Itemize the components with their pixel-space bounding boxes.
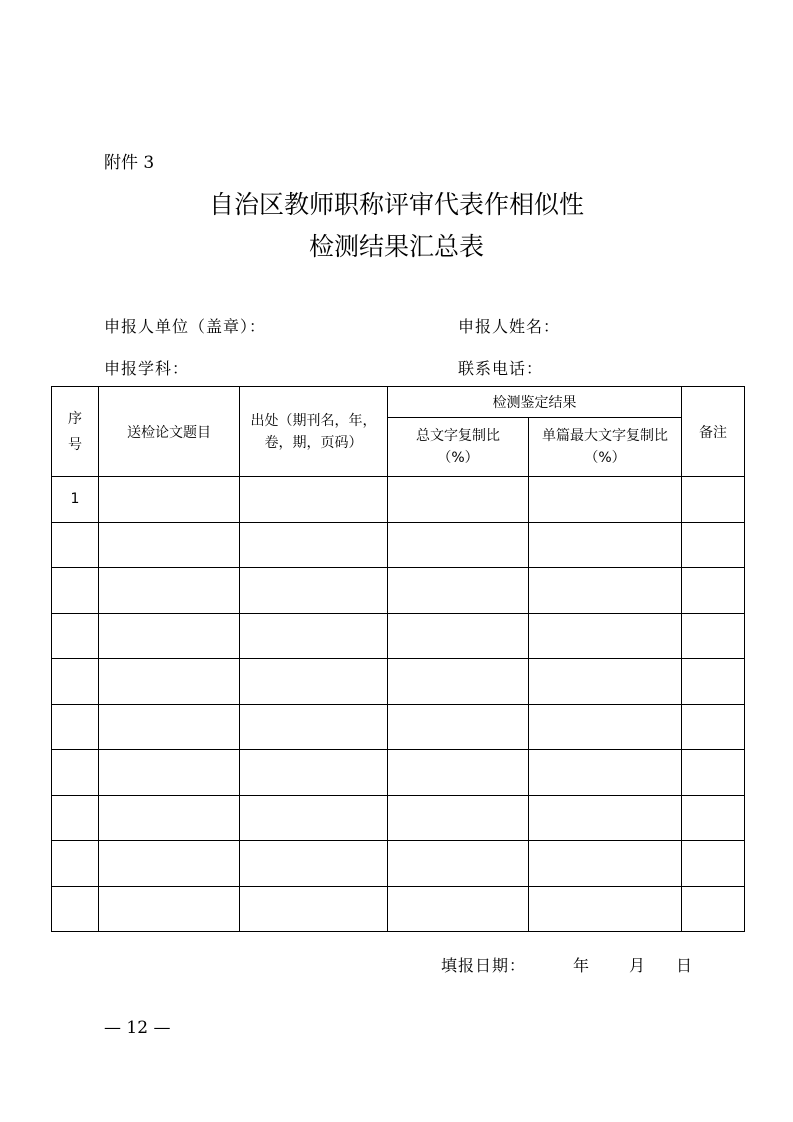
table-cell	[682, 886, 745, 932]
row-serial-number	[52, 841, 99, 887]
header-single-max-copy-ratio	[529, 418, 682, 477]
table-cell	[388, 613, 529, 659]
table-cell	[388, 841, 529, 887]
table-cell	[529, 613, 682, 659]
row-serial-number	[52, 704, 99, 750]
row-serial-number	[52, 659, 99, 705]
row-serial-number	[52, 886, 99, 932]
header-serial-number-text: 序号	[68, 410, 82, 453]
table-cell	[99, 750, 240, 796]
table-cell	[682, 568, 745, 614]
table-cell	[99, 613, 240, 659]
fill-date-day: 日	[676, 956, 693, 975]
header-detection-result: 检测鉴定结果	[388, 387, 682, 418]
header-serial-number	[52, 387, 99, 477]
table-cell	[240, 522, 388, 568]
table-row	[52, 750, 745, 796]
table-cell	[240, 886, 388, 932]
header-source-line2: 卷，期，页码）	[264, 434, 363, 451]
applicant-unit-label: 申报人单位（盖章）：	[104, 317, 267, 336]
header-total-copy-ratio	[388, 418, 529, 477]
table-cell	[99, 704, 240, 750]
table-cell	[682, 659, 745, 705]
table-cell	[682, 613, 745, 659]
table-row	[52, 477, 745, 523]
table-cell	[682, 477, 745, 523]
table-cell	[240, 841, 388, 887]
table-cell	[99, 841, 240, 887]
header-single-max-copy-ratio-line2: （%）	[584, 450, 626, 466]
table-cell	[99, 522, 240, 568]
table-cell	[99, 659, 240, 705]
header-source-line1: 出处（期刊名，年，	[250, 412, 377, 429]
fill-date-month: 月	[629, 956, 646, 975]
table-cell	[529, 795, 682, 841]
row-serial-number	[52, 613, 99, 659]
table-cell	[388, 522, 529, 568]
fill-date-year: 年	[573, 956, 590, 975]
row-serial-number: 1	[52, 477, 99, 523]
table-cell	[388, 795, 529, 841]
table-cell	[99, 795, 240, 841]
applicant-subject-label: 申报学科：	[104, 359, 190, 378]
table-cell	[240, 568, 388, 614]
table-cell	[388, 704, 529, 750]
table-cell	[682, 704, 745, 750]
table-cell	[240, 750, 388, 796]
table-row	[52, 704, 745, 750]
table-row	[52, 659, 745, 705]
header-total-copy-ratio-line2: （%）	[437, 450, 479, 466]
table-row	[52, 568, 745, 614]
table-cell	[388, 750, 529, 796]
attachment-label: 附件 3	[104, 153, 155, 173]
table-cell	[529, 886, 682, 932]
page-number: — 12 —	[104, 1018, 171, 1038]
table-cell	[388, 477, 529, 523]
row-serial-number	[52, 522, 99, 568]
table-row	[52, 613, 745, 659]
table-cell	[529, 568, 682, 614]
table-cell	[99, 568, 240, 614]
row-serial-number	[52, 568, 99, 614]
table-cell	[682, 522, 745, 568]
table-cell	[529, 522, 682, 568]
table-cell	[682, 750, 745, 796]
fill-date-label: 填报日期：	[441, 956, 527, 975]
contact-phone-label: 联系电话：	[458, 359, 544, 378]
table-cell	[388, 659, 529, 705]
results-table	[51, 386, 745, 932]
table-cell	[240, 477, 388, 523]
table-cell	[388, 568, 529, 614]
header-single-max-copy-ratio-line1: 单篇最大文字复制比	[542, 428, 668, 444]
table-row	[52, 522, 745, 568]
table-cell	[529, 750, 682, 796]
table-cell	[682, 795, 745, 841]
header-total-copy-ratio-line1: 总文字复制比	[416, 428, 500, 444]
row-serial-number	[52, 795, 99, 841]
table-row	[52, 841, 745, 887]
table-cell	[240, 704, 388, 750]
table-cell	[240, 795, 388, 841]
table-row	[52, 795, 745, 841]
header-remarks: 备注	[682, 387, 745, 477]
table-cell	[529, 704, 682, 750]
table-row	[52, 886, 745, 932]
table-cell	[240, 613, 388, 659]
header-source	[240, 387, 388, 477]
table-cell	[682, 841, 745, 887]
applicant-name-label: 申报人姓名：	[458, 317, 561, 336]
table-cell	[99, 477, 240, 523]
document-title-line1: 自治区教师职称评审代表作相似性	[208, 190, 584, 219]
table-cell	[388, 886, 529, 932]
table-cell	[99, 886, 240, 932]
row-serial-number	[52, 750, 99, 796]
header-paper-title: 送检论文题目	[99, 387, 240, 477]
table-cell	[240, 659, 388, 705]
table-cell	[529, 659, 682, 705]
document-title-line2: 检测结果汇总表	[308, 232, 484, 261]
table-cell	[529, 477, 682, 523]
table-cell	[529, 841, 682, 887]
